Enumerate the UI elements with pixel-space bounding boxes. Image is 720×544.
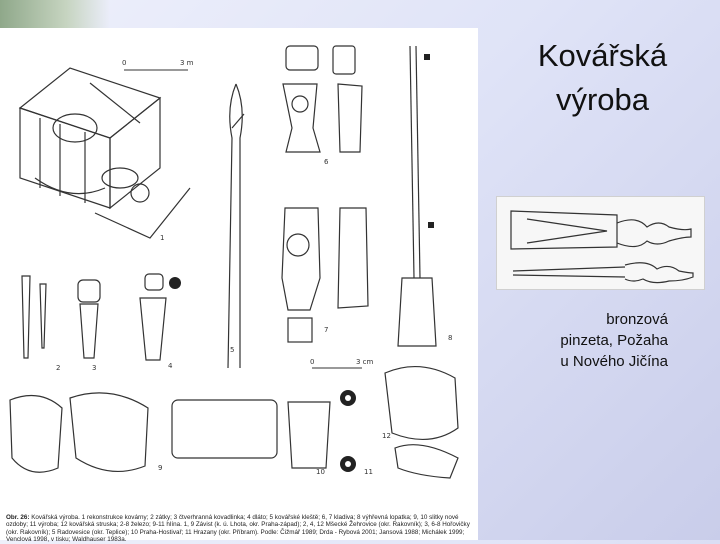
figure-number: 2 [56, 364, 61, 372]
caption-line: bronzová [606, 311, 668, 328]
plate-caption-text: Kovářská výroba. 1 rekonstrukce kovárny; 2 zátky; 3 čtverhranná kovadlinka; 4 dláto; 5 kovářské kleště; 6, 7 kladiva; 8 výhřevná lopatka; 9, 10 slitky nové ozdoby; 11 výroba; 12 kovářská struska; 2-8 železo; 9-11 hlína. 1, 9 Závist (k. ú. Lhota, okr. Praha-západ); 2, 4, 12 Mšecké Žehrovice (okr. Rakovník); 3, 6-8 Hořovičky (okr. Rakovník); 5 Radovesice (okr. Teplice); 10 Praha-Hostivař; 11 Hrazany (okr. Příbram). Podle: Čižmář 1989; Drda - Rybová 2001; Jansová 1988; Michálek 1999; Venclová 1998, v tisku; Waldhauser 1983a. [6, 514, 470, 544]
punches-drawing [22, 274, 166, 360]
figure-number: 3 [92, 364, 97, 372]
figure-number: 8 [448, 334, 453, 342]
scale-top-end: 3 m [180, 59, 194, 67]
figure-number: 1 [160, 234, 165, 242]
figure-number: 6 [324, 158, 329, 166]
figure-number: 7 [324, 326, 329, 334]
slide-title-line: Kovářská [537, 38, 668, 73]
slide-title-line: výroba [555, 82, 650, 117]
figure-number: 5 [230, 346, 235, 354]
figure-number: 9 [158, 464, 163, 472]
tweezer-caption [520, 309, 668, 372]
archaeological-plate [0, 28, 478, 544]
figure-number: 11 [364, 468, 373, 476]
marker-square [428, 222, 434, 228]
plate-caption [6, 514, 472, 544]
hammer-pair-drawing [282, 208, 368, 342]
plate-caption-label: Obr. 26: [6, 514, 30, 521]
forge-reconstruction-drawing [20, 68, 190, 238]
scale-mid-end: 3 cm [356, 358, 374, 366]
hammer-heads-drawing [283, 46, 362, 152]
scale-top-start: 0 [122, 59, 127, 67]
bead-drawing [169, 277, 181, 289]
shovel-drawing [398, 46, 436, 346]
corner-accent [0, 0, 110, 28]
caption-line: pinzeta, Požaha [560, 332, 668, 349]
tweezer-drawing [497, 197, 704, 289]
caption-line: u Nového Jičína [560, 353, 668, 370]
tweezer-photo [496, 196, 705, 290]
figure-number: 10 [316, 468, 325, 476]
figure-number: 12 [382, 432, 391, 440]
tongs-drawing [228, 84, 244, 368]
scale-mid-start: 0 [310, 358, 315, 366]
slag-fragments-drawing [10, 367, 458, 478]
figure-number: 4 [168, 362, 173, 370]
marker-square [424, 54, 430, 60]
plate-drawings [0, 28, 478, 540]
slide-title [490, 34, 715, 122]
